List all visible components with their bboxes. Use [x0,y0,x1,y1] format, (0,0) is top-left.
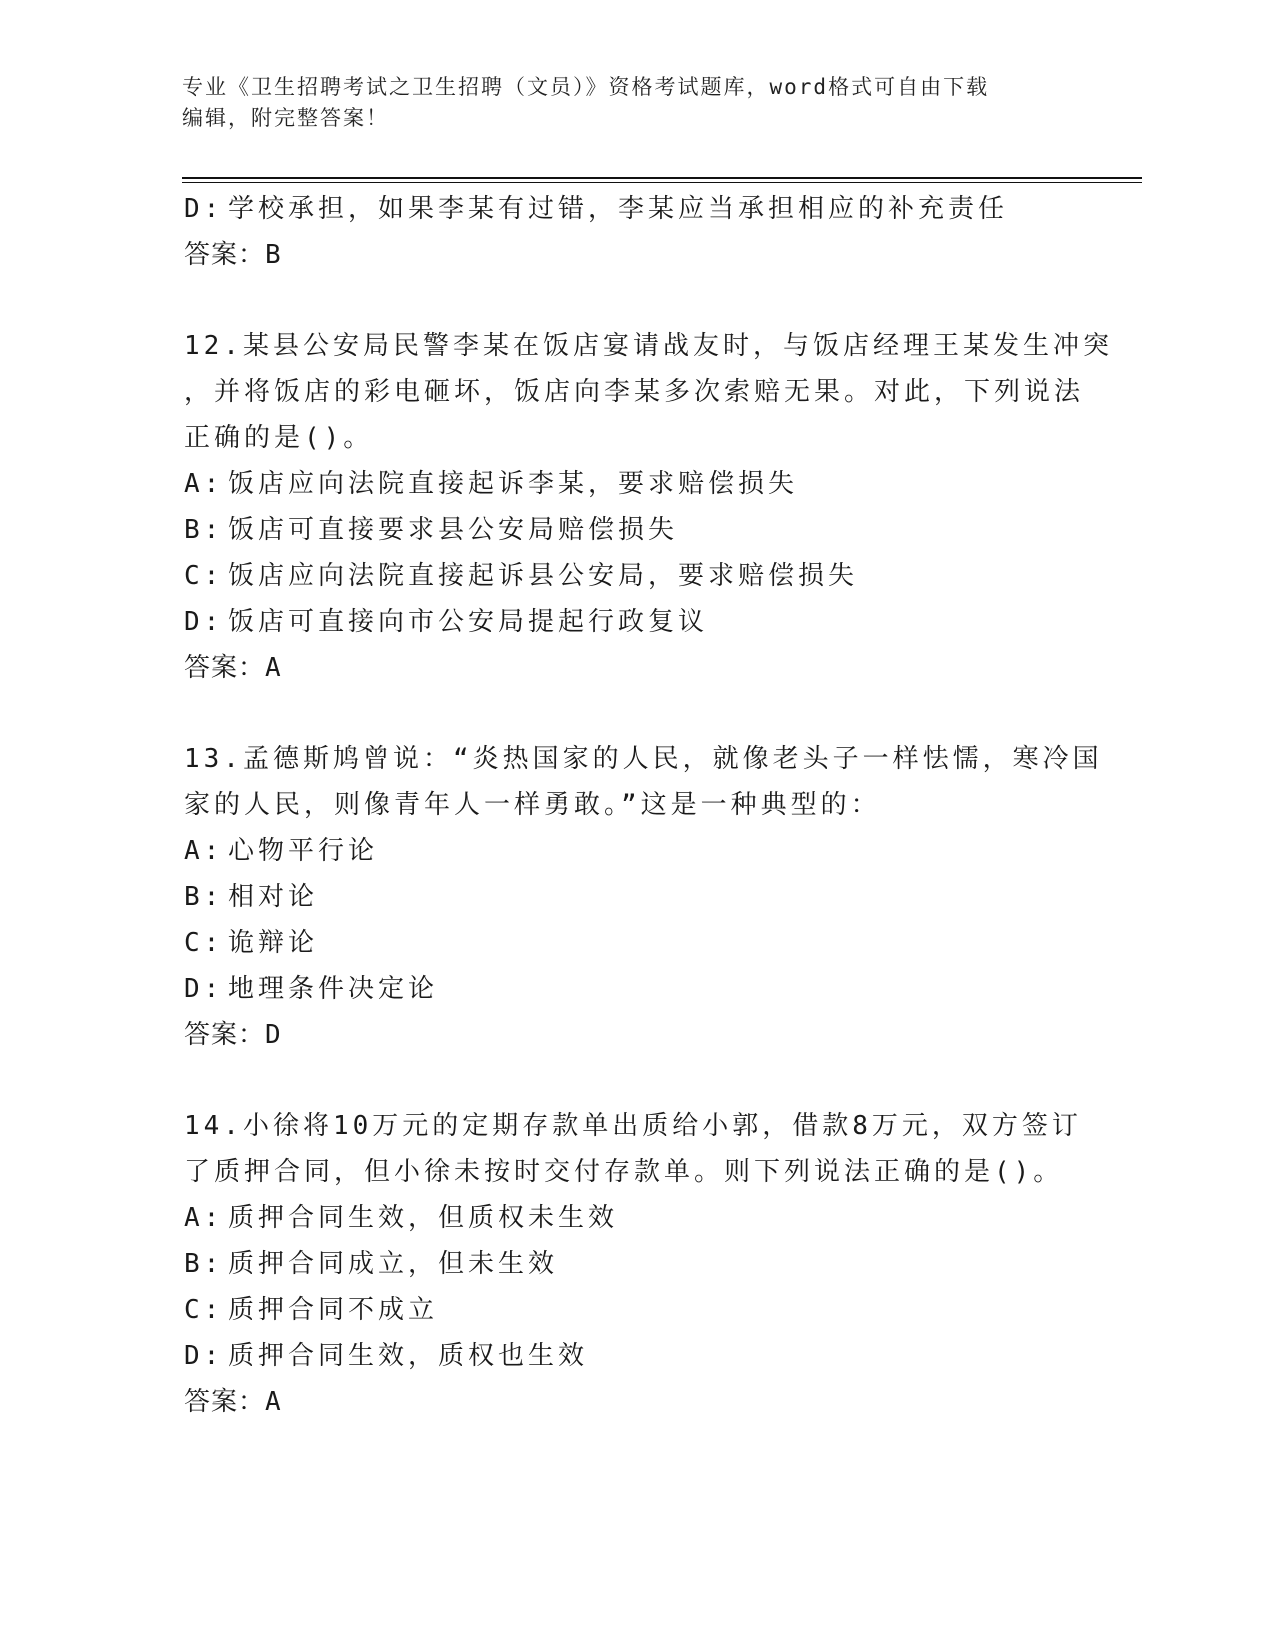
answer-line [184,645,1084,691]
option-c [184,920,1084,966]
option-text: 质押合同生效，质权也生效 [228,1341,589,1371]
document-header [182,72,1062,134]
answer-line [184,1379,1084,1425]
question-stem-line: ，并将饭店的彩电砸坏，饭店向李某多次索赔无果。对此，下列说法 [184,377,1085,407]
answer-line [184,1012,1084,1058]
question-stem-line: 12.某县公安局民警李某在饭店宴请战友时，与饭店经理王某发生冲突 [184,331,1113,361]
question-stem-line: 了质押合同，但小徐未按时交付存款单。则下列说法正确的是()。 [184,1157,1064,1187]
option-text: 质押合同成立，但未生效 [228,1249,559,1279]
option-label: C: [184,1295,224,1325]
option-label: B: [184,882,224,912]
option-d [184,599,1084,645]
option-b [184,507,1084,553]
answer-label: 答案： [184,240,266,270]
question-14 [184,1103,1084,1425]
option-d [184,966,1084,1012]
answer-label: 答案： [184,1020,266,1050]
option-label: D: [184,1341,224,1371]
option-d [184,1333,1084,1379]
answer-value: A [265,653,282,683]
option-text: 饭店应向法院直接起诉李某，要求赔偿损失 [228,469,799,499]
option-label: A: [184,1203,224,1233]
option-label: D: [184,194,224,224]
option-text: 饭店可直接向市公安局提起行政复议 [228,607,709,637]
answer-line [184,232,1084,278]
option-d [184,186,1084,232]
option-label: C: [184,561,224,591]
option-a [184,461,1084,507]
question-stem-line: 家的人民，则像青年人一样勇敢。”这是一种典型的： [184,790,881,820]
option-c [184,553,1084,599]
question-stem-line: 13.孟德斯鸠曾说：“炎热国家的人民，就像老头子一样怯懦，寒冷国 [184,744,1103,774]
option-text: 质押合同不成立 [228,1295,439,1325]
answer-value: B [265,240,282,270]
option-text: 诡辩论 [228,928,319,958]
option-label: A: [184,469,224,499]
header-line-2: 编辑，附完整答案！ [182,106,389,130]
header-divider-thin [182,182,1142,183]
option-label: D: [184,607,224,637]
answer-label: 答案： [184,653,266,683]
option-b [184,1241,1084,1287]
option-text: 相对论 [228,882,319,912]
question-spacer [184,691,1084,736]
option-text: 地理条件决定论 [228,974,439,1004]
question-13 [184,736,1103,1058]
option-text: 心物平行论 [228,836,379,866]
option-label: B: [184,1249,224,1279]
option-text: 质押合同生效，但质权未生效 [228,1203,619,1233]
question-12 [184,323,1113,691]
answer-value: A [265,1387,282,1417]
option-text: 饭店可直接要求县公安局赔偿损失 [228,515,679,545]
header-divider-thick [182,177,1142,179]
option-text: 学校承担，如果李某有过错，李某应当承担相应的补充责任 [228,194,1009,224]
answer-label: 答案： [184,1387,266,1417]
question-stem-line: 14.小徐将10万元的定期存款单出质给小郭，借款8万元，双方签订 [184,1111,1082,1141]
option-label: D: [184,974,224,1004]
option-a [184,828,1084,874]
option-b [184,874,1084,920]
document-body [184,186,1113,1425]
question-spacer [184,278,1084,323]
option-label: C: [184,928,224,958]
question-stem-line: 正确的是()。 [184,423,374,453]
option-label: A: [184,836,224,866]
option-a [184,1195,1084,1241]
option-label: B: [184,515,224,545]
question-spacer [184,1058,1084,1103]
option-c [184,1287,1084,1333]
option-text: 饭店应向法院直接起诉县公安局，要求赔偿损失 [228,561,859,591]
header-line-1: 专业《卫生招聘考试之卫生招聘（文员）》资格考试题库，word格式可自由下载 [182,75,990,99]
answer-value: D [265,1020,282,1050]
